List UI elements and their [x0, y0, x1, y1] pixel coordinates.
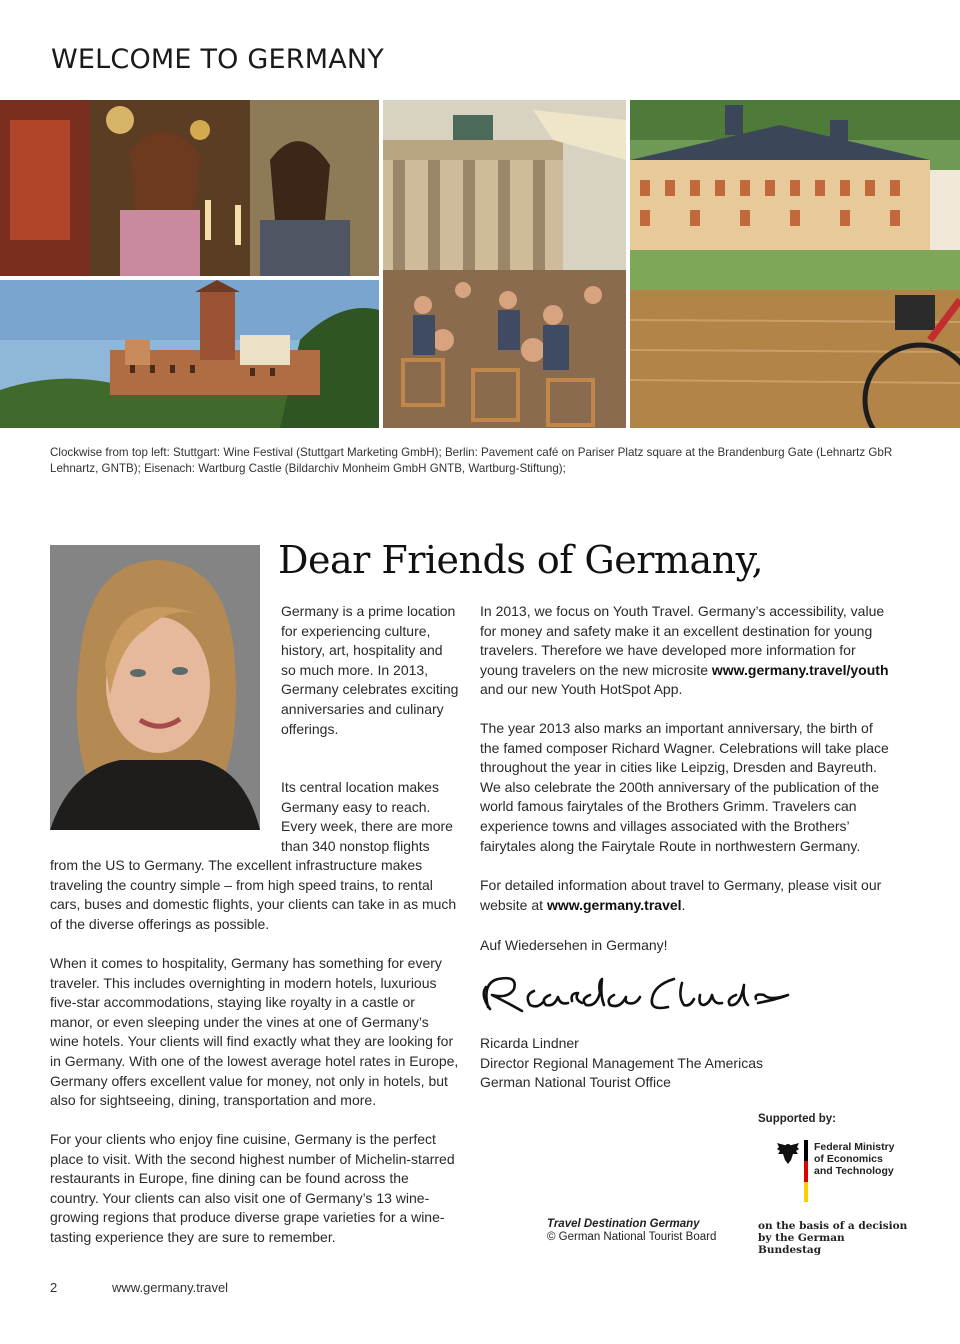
info-text-post: . — [681, 896, 686, 913]
footer-url[interactable]: www.germany.travel — [112, 1280, 229, 1295]
german-flag-bar — [804, 1140, 808, 1202]
brand-copyright: © German National Tourist Board — [547, 1231, 717, 1243]
location-paragraph-end: from the US to Germany. The excellent infrastructure makes traveling the country simple – from high speed trains, to rental cars, buses and domestic flights, your clients can take in as much of the diverse offerings as possible. — [50, 857, 457, 932]
page-header-title: WELCOME TO GERMANY — [51, 44, 384, 75]
handwritten-signature — [478, 965, 798, 1025]
palace-river-photo — [630, 100, 960, 428]
berlin-cafe-photo — [383, 100, 626, 428]
page-number: 2 — [50, 1280, 58, 1295]
portrait-photo — [50, 545, 260, 830]
info-text-pre: For detailed information about travel to Germany, please visit our website at — [480, 877, 882, 913]
anniversary-paragraph: The year 2013 also marks an important anniversary, the birth of the famed composer Richard Wagner. Celebrations will take place throughout the year in cities like Leipzig, Dresden and Bayreuth. We also celebrate the 200th anniversary of the publication of the world famous fairytales of the Brothers Grimm. Travelers can experience towns and villages associated with the Brothers’ fairytales along the Fairytale Route in northwestern Germany. — [480, 720, 889, 854]
signer-organization: German National Tourist Office — [480, 1074, 671, 1091]
intro-paragraph: Germany is a prime location for experiencing culture, history, art, hospitality and so much more. In 2013, Germany celebrates exciting anniversaries and culinary offerings. — [281, 603, 459, 737]
wine-festival-photo — [0, 100, 379, 276]
decision-line-1: on the basis of a decision — [758, 1220, 908, 1232]
signer-title: Director Regional Management The Americas — [480, 1054, 763, 1071]
ministry-line-3: and Technology — [814, 1165, 894, 1177]
youth-microsite-link[interactable]: www.germany.travel/youth — [711, 661, 889, 678]
hospitality-paragraph: When it comes to hospitality, Germany has something for every traveler. This includes overnighting in modern hotels, luxurious five-star accommodations, staying like royalty in a castle or manor, or even sleeping under the vines at one of Germany’s wine hotels. Your clients will find exactly what they are looking for in Germany. With one of the lowest average hotel rates in Europe, Germany offers excellent value for money, not only in hotels, but also for sightseeing, dining, transportation and more. — [50, 955, 459, 1109]
closing-line: Auf Wiedersehen in Germany! — [480, 937, 668, 953]
supported-by-label: Supported by: — [758, 1113, 836, 1125]
youth-text-post: and our new Youth HotSpot App. — [480, 681, 683, 698]
wartburg-castle-photo — [0, 280, 379, 428]
brand-credit — [547, 1218, 716, 1244]
ministry-line-1: Federal Ministry — [814, 1141, 895, 1153]
website-link[interactable]: www.germany.travel — [546, 896, 682, 913]
youth-text-pre: In 2013, we focus on Youth Travel. Germany’s accessibility, value for money and safety make it an excellent destination for young travelers. Therefore we have developed more information for young travelers on the new microsite — [480, 603, 885, 678]
bundestag-decision-note — [758, 1220, 908, 1256]
letter-headline: Dear Friends of Germany, — [278, 538, 764, 582]
brand-name: Travel Destination Germany — [547, 1218, 700, 1230]
info-paragraph — [480, 876, 890, 915]
signer-block — [480, 1034, 880, 1093]
cuisine-paragraph: For your clients who enjoy fine cuisine, Germany is the perfect place to visit. With the second highest number of Michelin-starred restaurants in Europe, fine dining can be found across the country. Your clients can also visit one of Germany’s 13 wine-growing regions that produce diverse grape varieties for a wine-tasting experience they are sure to remember. — [50, 1131, 455, 1245]
photo-caption: Clockwise from top left: Stuttgart: Wine Festival (Stuttgart Marketing GmbH); Berlin: Pavement café on Pariser Platz square at the Brandenburg Gate (Lehnartz GbR Lehnartz, GNTB); Eisenach: Wartburg Castle (Bildarchiv Monheim GmbH GNTB, Wartburg-Stiftung); — [50, 446, 893, 475]
ministry-line-2: of Economics — [814, 1153, 883, 1165]
location-paragraph-start: Its central location makes Germany easy to reach. Every week, there are more than 340 nonstop flights — [281, 779, 453, 854]
youth-travel-paragraph — [480, 602, 890, 700]
signer-name: Ricarda Lindner — [480, 1035, 579, 1051]
federal-eagle-icon — [776, 1140, 800, 1166]
ministry-name — [814, 1141, 904, 1177]
decision-line-2: by the German Bundestag — [758, 1232, 845, 1256]
